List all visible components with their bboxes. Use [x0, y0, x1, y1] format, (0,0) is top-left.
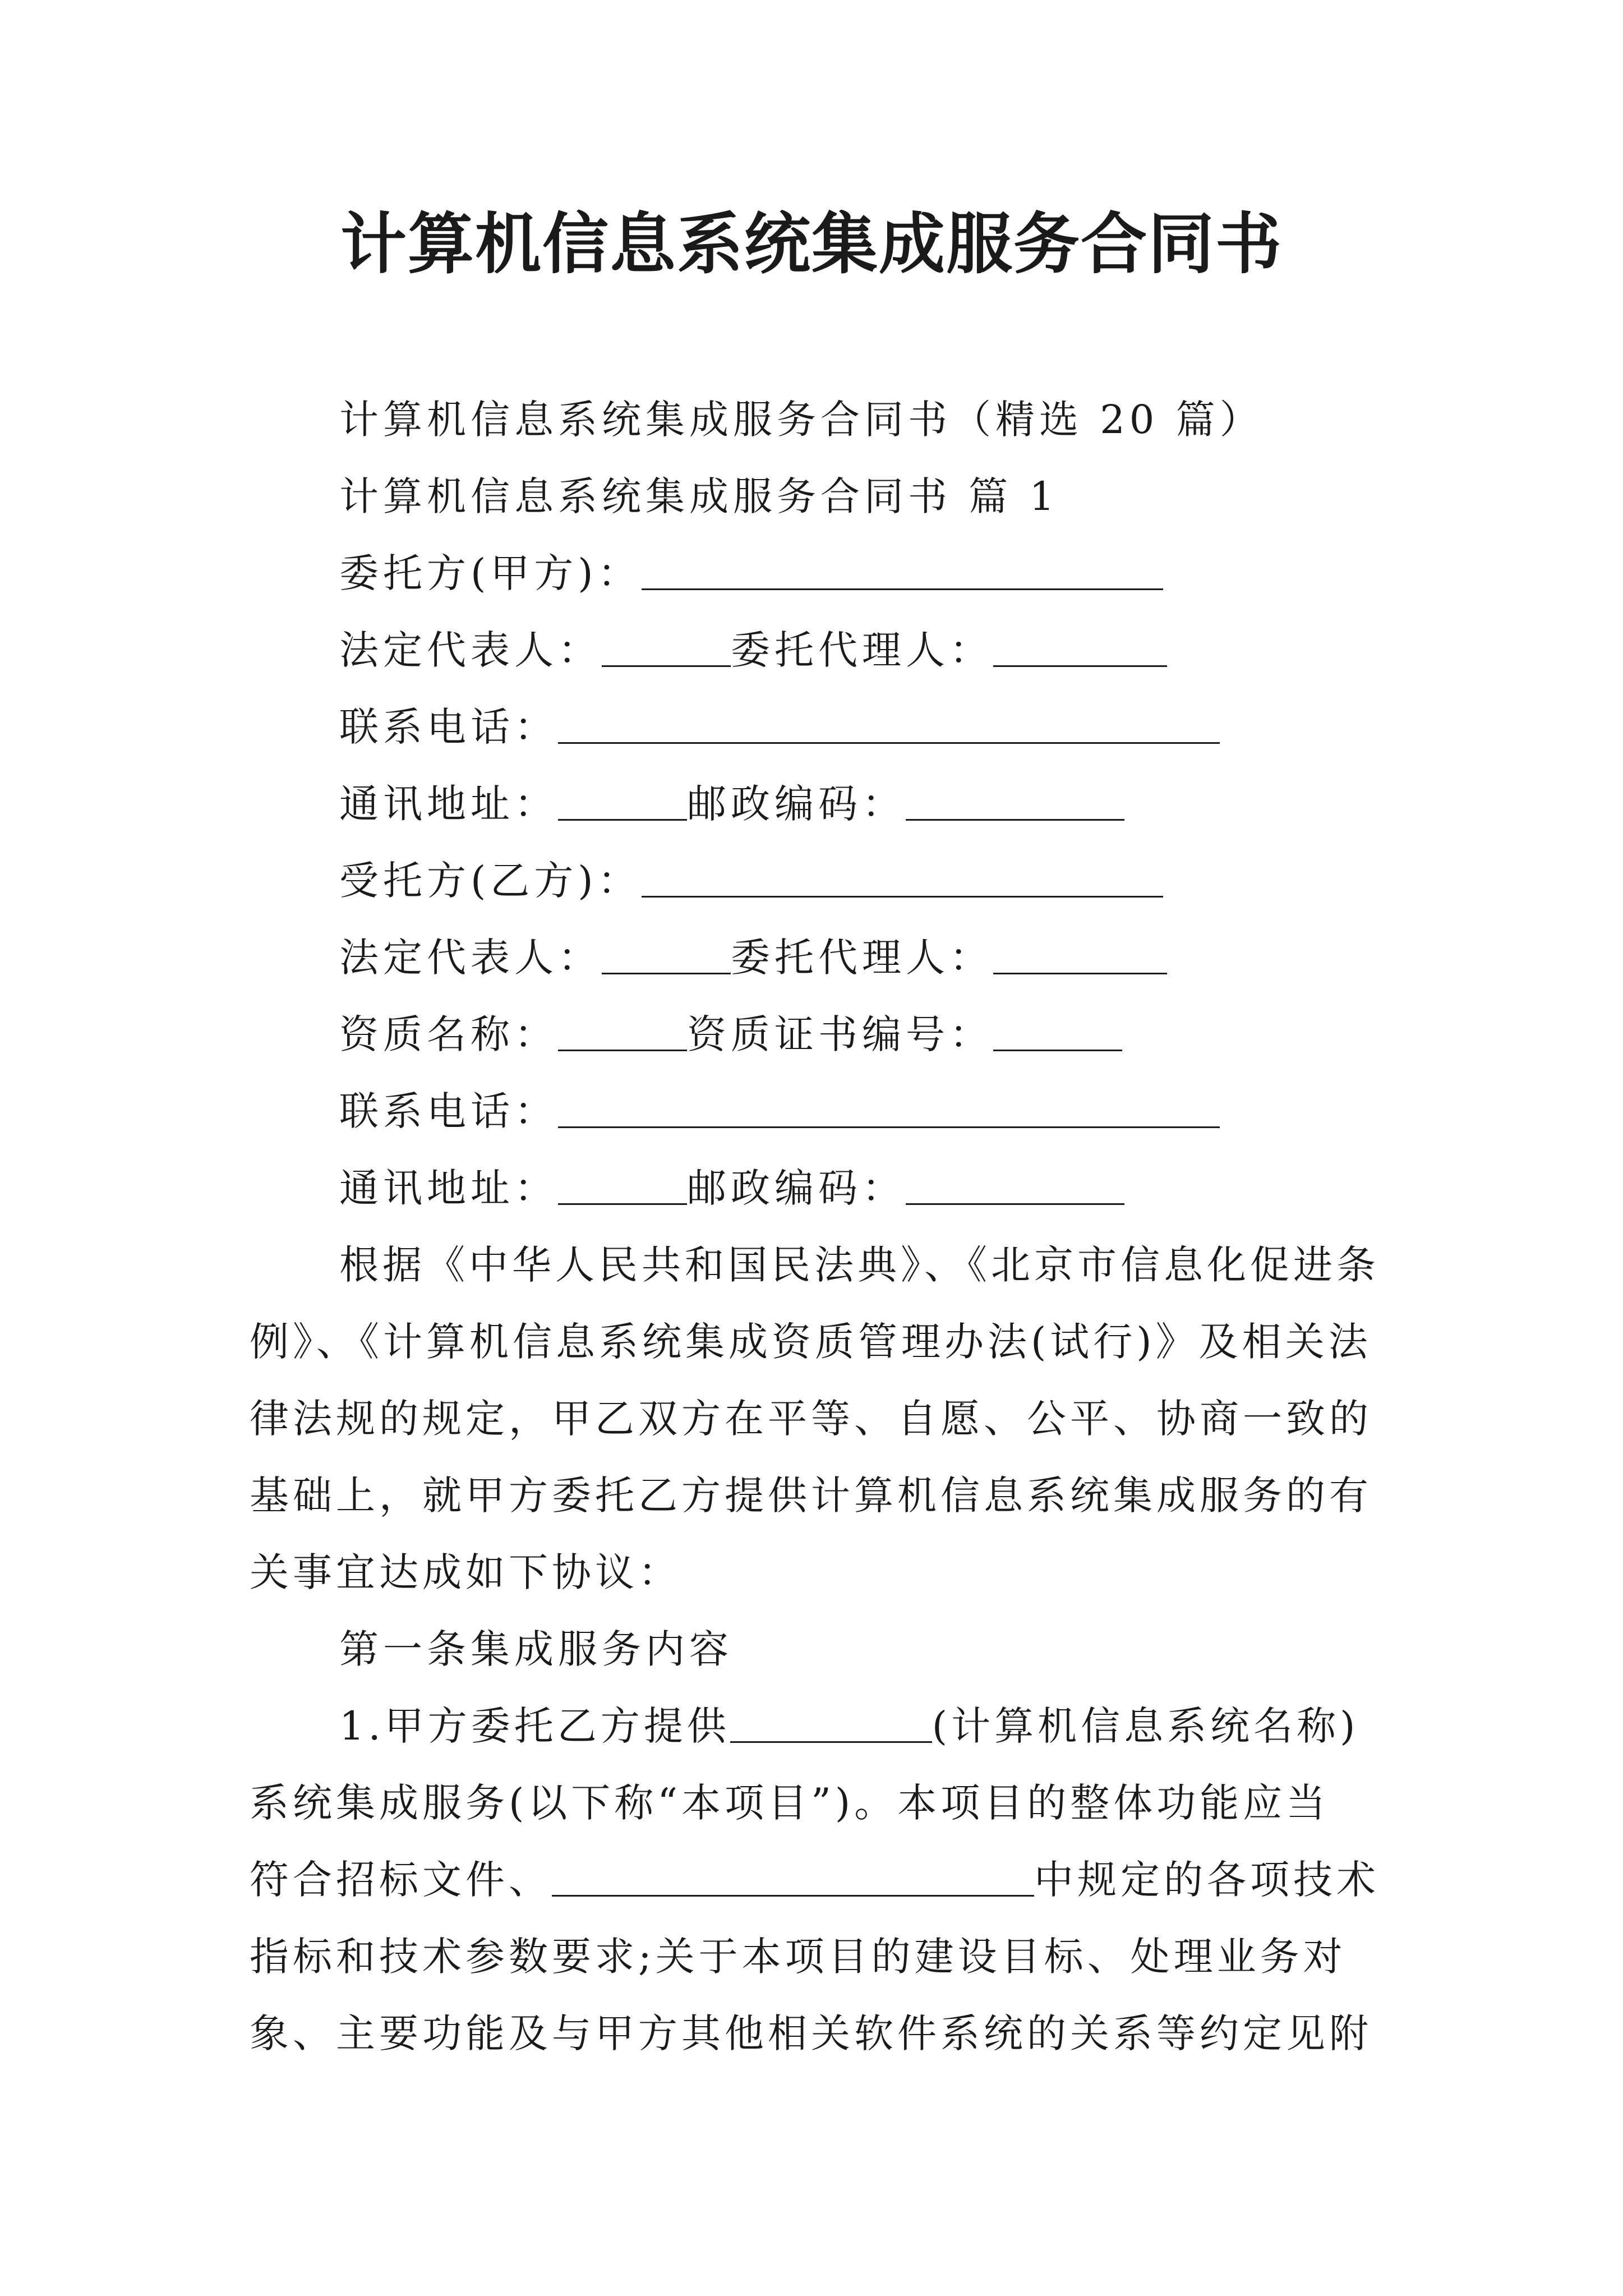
party-a-phone-row [250, 689, 1388, 766]
party-a-rep-row [250, 612, 1388, 689]
party-b-cert-no-label: 资质证书编号： [687, 1011, 993, 1057]
party-b-legal-rep-blank [602, 933, 731, 974]
preamble-line: 律法规的规定，甲乙双方在平等、自愿、公平、协商一致的 [250, 1396, 1372, 1442]
party-a-address-row [250, 766, 1388, 843]
article-1-line [250, 1842, 1388, 1918]
party-a-blank [642, 549, 1163, 590]
party-b-zip-blank [906, 1164, 1124, 1205]
preamble-paragraph [250, 1227, 1388, 1611]
system-name-blank [730, 1702, 932, 1743]
party-b-qualification-row [250, 996, 1388, 1073]
preamble-line: 根据《中华人民共和国民法典》、《北京市信息化促进条 [339, 1242, 1380, 1288]
party-b-qualification-label: 资质名称： [339, 1011, 558, 1057]
party-a-zip-label: 邮政编码： [687, 781, 906, 827]
document-body [250, 381, 1388, 2072]
section-line: 计算机信息系统集成服务合同书 篇 1 [339, 473, 1059, 519]
article-1-line: 象、主要功能及与甲方其他相关软件系统的关系等约定见附 [250, 2010, 1372, 2056]
party-b-label: 受托方(乙方)： [339, 858, 642, 904]
party-b-legal-rep-label: 法定代表人： [339, 935, 602, 981]
article-1-text: 符合招标文件、 [250, 1857, 552, 1903]
article-1-text: 中规定的各项技术 [1034, 1857, 1380, 1903]
party-b-agent-blank [993, 933, 1167, 974]
article-1-line [250, 1688, 1388, 1765]
party-b-phone-blank [558, 1087, 1220, 1128]
party-a-phone-blank [558, 703, 1220, 744]
document-title: 计算机信息系统集成服务合同书 [340, 205, 1283, 283]
party-a-address-blank [558, 780, 687, 821]
article-1-text: 1.甲方委托乙方提供 [339, 1703, 730, 1749]
party-a-agent-blank [993, 626, 1167, 667]
party-a-row [250, 535, 1388, 612]
intro-line: 计算机信息系统集成服务合同书（精选 20 篇） [339, 397, 1264, 443]
document-name-blank [552, 1856, 1034, 1897]
party-a-agent-label: 委托代理人： [731, 627, 993, 673]
preamble-line: 关事宜达成如下协议： [250, 1549, 681, 1595]
party-b-qualification-blank [558, 1010, 687, 1051]
party-b-phone-row [250, 1073, 1388, 1150]
party-a-legal-rep-blank [602, 626, 731, 667]
party-b-agent-label: 委托代理人： [731, 935, 993, 981]
party-b-blank [642, 857, 1163, 898]
article-1-text: (计算机信息系统名称) [932, 1703, 1359, 1749]
party-b-zip-label: 邮政编码： [687, 1165, 906, 1211]
party-b-address-row [250, 1150, 1388, 1227]
party-a-label: 委托方(甲方)： [339, 550, 642, 596]
party-a-legal-rep-label: 法定代表人： [339, 627, 602, 673]
preamble-line: 基础上，就甲方委托乙方提供计算机信息系统集成服务的有 [250, 1473, 1372, 1519]
article-1-heading: 第一条集成服务内容 [339, 1626, 733, 1672]
article-1-line: 指标和技术参数要求;关于本项目的建设目标、处理业务对 [250, 1934, 1347, 1980]
party-b-cert-no-blank [993, 1010, 1122, 1051]
party-b-address-blank [558, 1164, 687, 1205]
party-a-address-label: 通讯地址： [339, 781, 558, 827]
party-b-address-label: 通讯地址： [339, 1165, 558, 1211]
article-1-line: 系统集成服务(以下称“本项目”)。本项目的整体功能应当 [250, 1780, 1330, 1826]
party-b-row [250, 843, 1388, 919]
article-1-paragraph [250, 1688, 1388, 2072]
party-b-phone-label: 联系电话： [339, 1088, 558, 1134]
party-a-phone-label: 联系电话： [339, 704, 558, 750]
party-a-zip-blank [906, 780, 1124, 821]
party-b-rep-row [250, 919, 1388, 996]
preamble-line: 例》、《计算机信息系统集成资质管理办法(试行)》及相关法 [250, 1319, 1372, 1365]
